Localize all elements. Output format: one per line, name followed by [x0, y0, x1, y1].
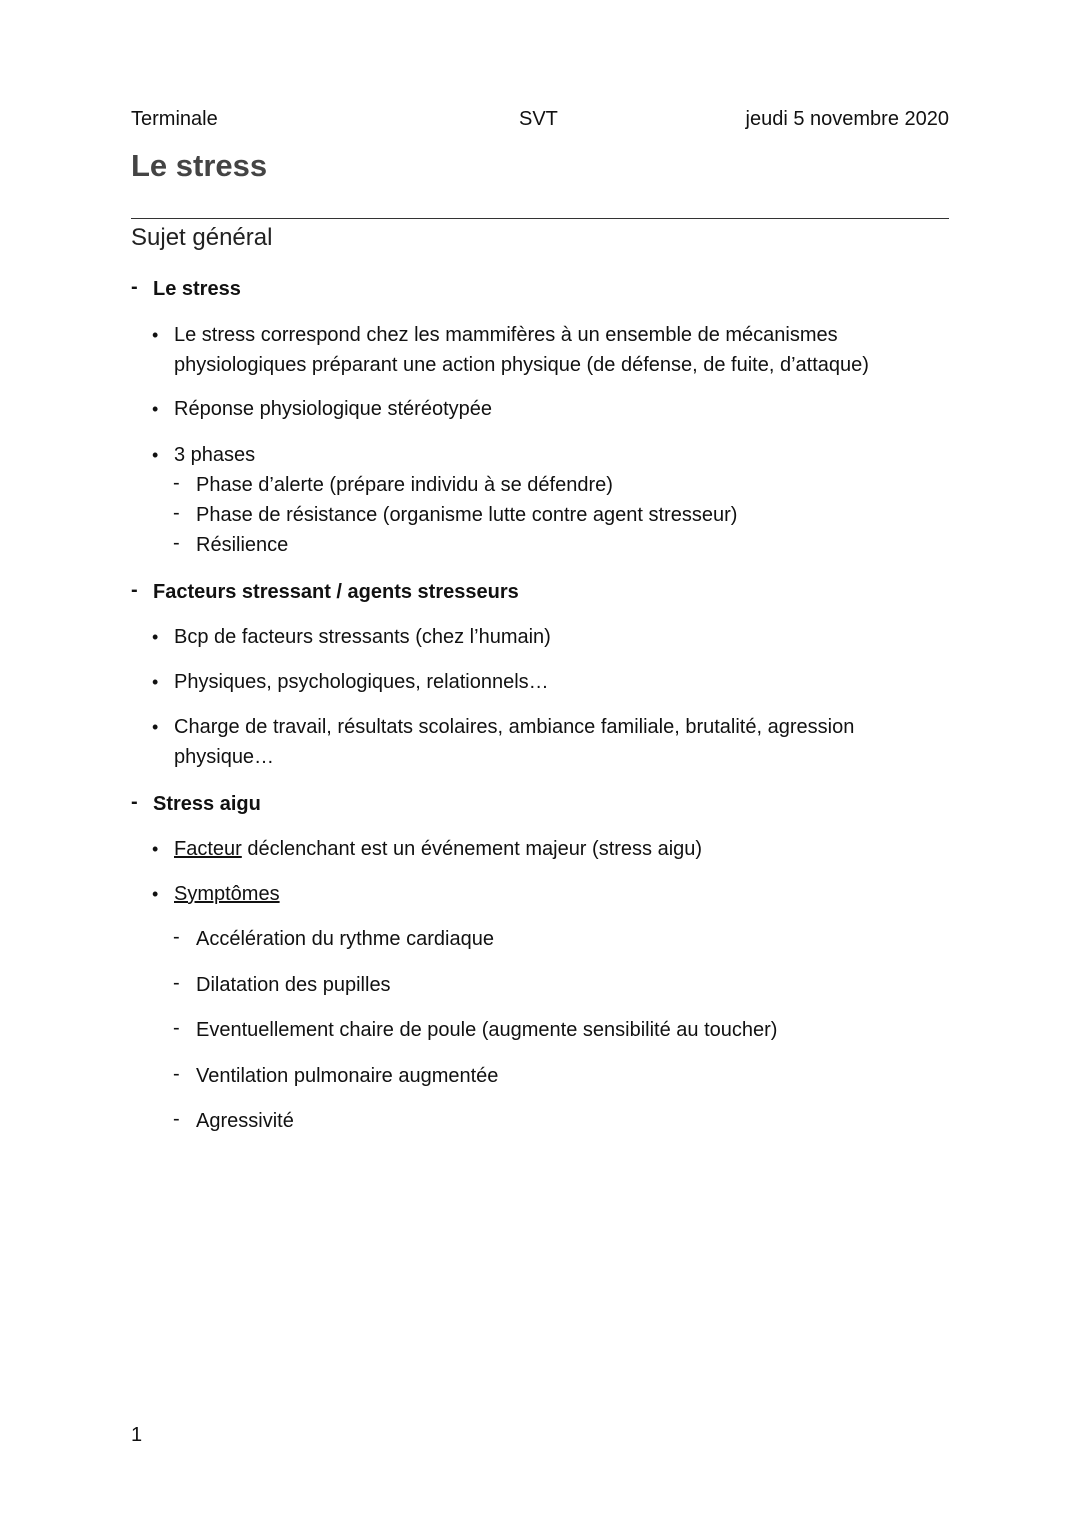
- document-header: [131, 108, 949, 136]
- page-number: 1: [131, 1424, 143, 1446]
- dash-marker: -: [173, 1063, 180, 1085]
- bullet-icon: •: [152, 884, 159, 904]
- dash-marker: -: [173, 972, 180, 994]
- sub-list-item: - Accélération du rythme cardiaque: [131, 924, 949, 954]
- header-date: jeudi 5 novembre 2020: [745, 108, 949, 130]
- dash-marker: -: [131, 276, 138, 298]
- bullet-icon: •: [152, 325, 159, 345]
- dash-marker: -: [173, 502, 180, 524]
- dash-marker: -: [173, 532, 180, 554]
- bullet-icon: •: [152, 399, 159, 419]
- list-item: • Charge de travail, résultats scolaires, ambiance familiale, brutalité, agression physique…: [131, 712, 949, 772]
- list-item: • Physiques, psychologiques, relationnels…: [131, 667, 949, 697]
- document-body: [131, 274, 949, 1136]
- dash-marker: -: [131, 579, 138, 601]
- dash-marker: -: [173, 926, 180, 948]
- dash-marker: -: [173, 1017, 180, 1039]
- bullet-icon: •: [152, 445, 159, 465]
- sub-list-item: - Phase de résistance (organisme lutte contre agent stresseur): [131, 500, 949, 530]
- section-title-acute-stress: - Stress aigu: [131, 789, 949, 819]
- list-item: • 3 phases: [131, 440, 949, 470]
- sub-list-item: - Eventuellement chaire de poule (augmente sensibilité au toucher): [131, 1015, 949, 1045]
- sub-list-item: - Ventilation pulmonaire augmentée: [131, 1061, 949, 1091]
- bullet-icon: •: [152, 627, 159, 647]
- sub-list-item: - Résilience: [131, 530, 949, 560]
- list-item: • Symptômes: [131, 879, 949, 909]
- sub-list-item: - Agressivité: [131, 1106, 949, 1136]
- dash-marker: -: [173, 1108, 180, 1130]
- document-title: Le stress: [131, 148, 268, 183]
- bullet-icon: •: [152, 672, 159, 692]
- list-item: • Bcp de facteurs stressants (chez l’humain): [131, 622, 949, 652]
- header-subject: SVT: [519, 108, 558, 130]
- section-heading: Sujet général: [131, 224, 273, 251]
- section-title-factors: - Facteurs stressant / agents stresseurs: [131, 577, 949, 607]
- sub-list-item: - Dilatation des pupilles: [131, 970, 949, 1000]
- list-item: • Le stress correspond chez les mammifères à un ensemble de mécanismes physiologiques préparant une action physique (de défense, de fuite, d’attaque): [131, 320, 949, 380]
- header-level: Terminale: [131, 108, 218, 130]
- dash-marker: -: [131, 791, 138, 813]
- title-divider: [131, 218, 949, 219]
- dash-marker: -: [173, 472, 180, 494]
- section-title-stress: - Le stress: [131, 274, 949, 304]
- list-item: • Facteur déclenchant est un événement majeur (stress aigu): [131, 834, 949, 864]
- bullet-icon: •: [152, 717, 159, 737]
- list-item: • Réponse physiologique stéréotypée: [131, 394, 949, 424]
- sub-list-item: - Phase d’alerte (prépare individu à se défendre): [131, 470, 949, 500]
- bullet-icon: •: [152, 839, 159, 859]
